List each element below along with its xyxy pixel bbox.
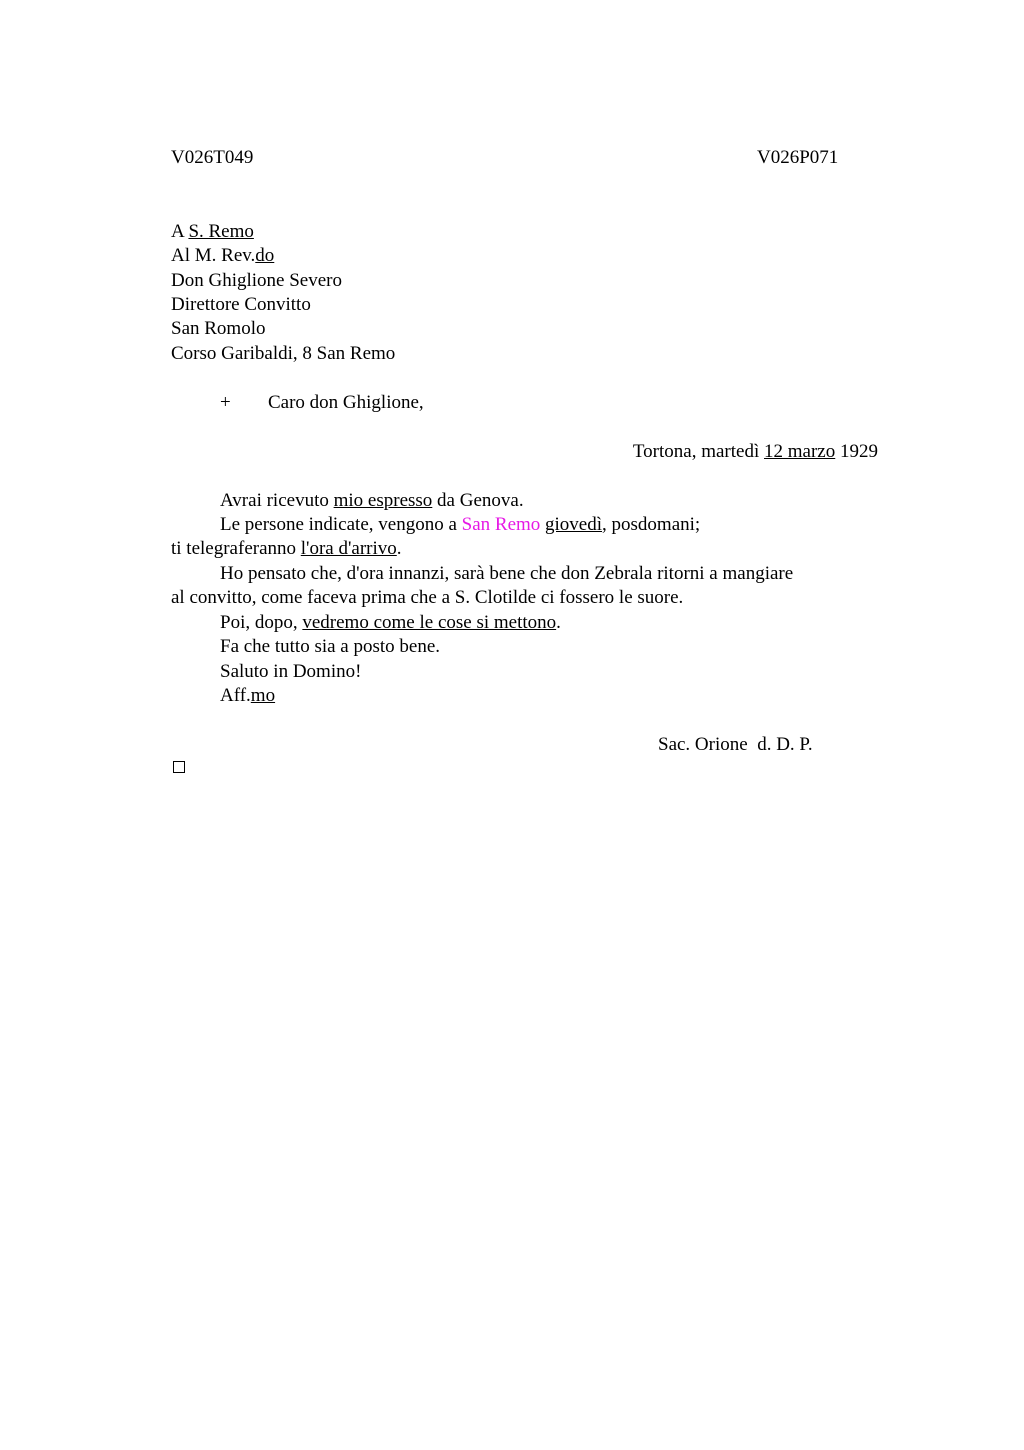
- body-line-7: Fa che tutto sia a posto bene.: [220, 636, 441, 657]
- address-title-suffix: do: [255, 245, 275, 266]
- body-line-9: [220, 684, 275, 708]
- body-line-8: Saluto in Domino!: [220, 661, 362, 682]
- address-line-3: Don Ghiglione Severo: [171, 270, 342, 291]
- body-line-3: [171, 537, 402, 561]
- address-line-4: Direttore Convitto: [171, 294, 311, 315]
- body-text: .: [396, 538, 402, 559]
- body-text: da Genova.: [437, 490, 524, 511]
- salutation: Caro don Ghiglione,: [268, 392, 424, 413]
- address-line-2: [171, 244, 274, 268]
- body-underlined: mio espresso: [333, 490, 433, 511]
- dateline: [633, 440, 878, 464]
- address-line-5: San Romolo: [171, 318, 266, 339]
- body-line-1: [220, 489, 524, 513]
- body-highlighted-place: San Remo: [461, 514, 541, 535]
- dateline-year: 1929: [840, 441, 878, 462]
- address-prefix: A: [171, 221, 184, 242]
- body-line-5: al convitto, come faceva prima che a S. Clotilde ci fossero le suore.: [171, 587, 684, 608]
- body-text: Le persone indicate, vengono a: [220, 514, 457, 535]
- body-line-6: [220, 611, 561, 635]
- body-line-2: [220, 513, 700, 537]
- address-title: Al M. Rev.: [171, 245, 256, 266]
- body-underlined: mo: [250, 685, 276, 706]
- address-line-6: Corso Garibaldi, 8 San Remo: [171, 343, 396, 364]
- dateline-prefix: Tortona, martedì: [632, 441, 760, 462]
- document-code-left: V026T049: [171, 147, 254, 168]
- body-underlined: l'ora d'arrivo: [300, 538, 397, 559]
- dateline-date: 12 marzo: [764, 441, 836, 462]
- document-code-right: V026P071: [757, 147, 839, 168]
- square-marker-icon: [173, 761, 185, 773]
- body-text: .: [556, 612, 561, 633]
- body-text: Aff.: [220, 685, 251, 706]
- body-text: Avrai ricevuto: [220, 490, 329, 511]
- signature: Sac. Orione d. D. P.: [658, 734, 813, 755]
- body-text: Poi, dopo,: [220, 612, 298, 633]
- body-underlined: giovedì: [545, 514, 603, 535]
- cross-symbol: +: [220, 392, 231, 413]
- body-text: ti telegraferanno: [171, 538, 297, 559]
- body-underlined: vedremo come le cose si mettono: [302, 612, 557, 633]
- address-line-1: [171, 220, 254, 244]
- address-place: S. Remo: [188, 221, 254, 242]
- body-line-4: Ho pensato che, d'ora innanzi, sarà bene che don Zebrala ritorni a mangiare: [220, 563, 794, 584]
- body-text: , posdomani;: [602, 514, 701, 535]
